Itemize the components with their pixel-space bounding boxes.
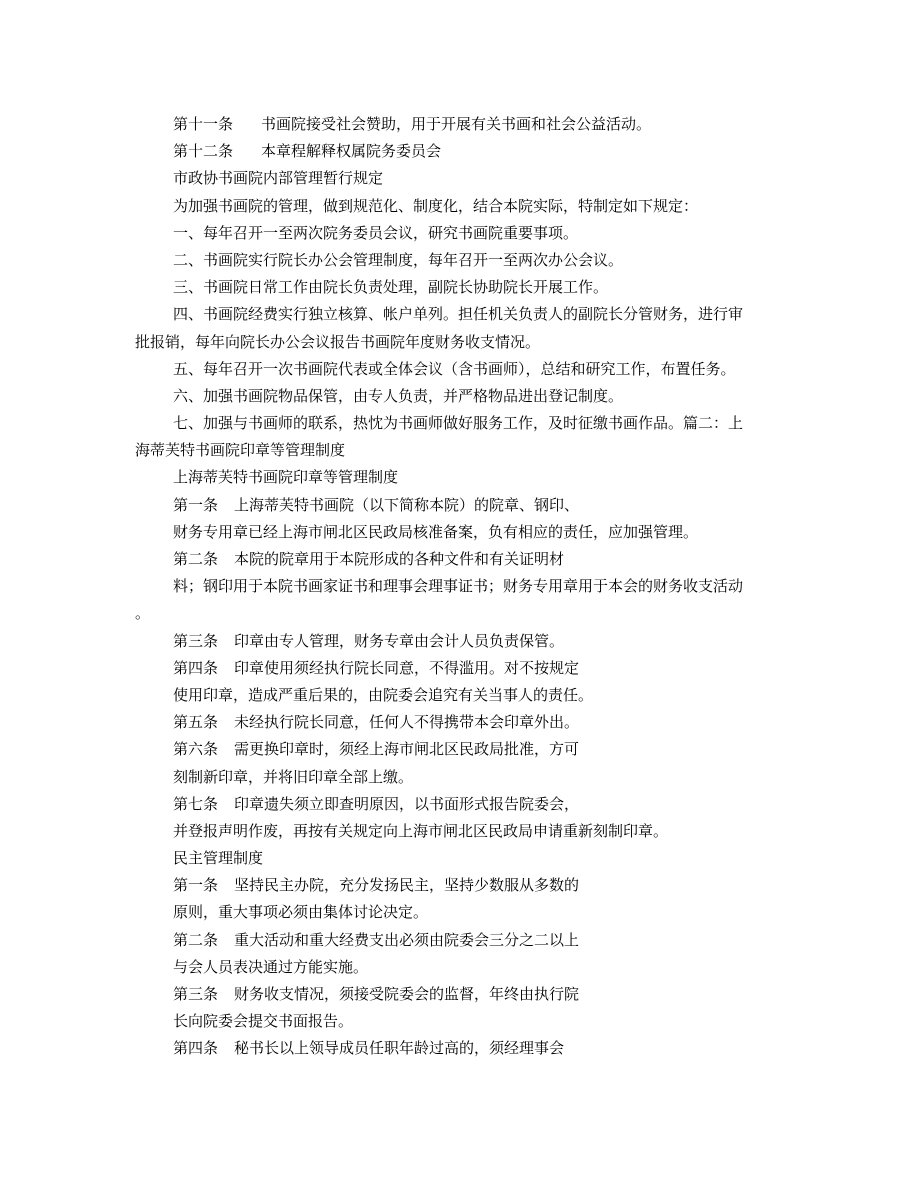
- article-number: 第三条: [173, 985, 219, 1003]
- paragraph-line: 五、每年召开一次书画院代表或全体会议（含书画师），总结和研究工作，布置任务。: [173, 359, 736, 378]
- article-number: 第六条: [173, 740, 219, 759]
- article-text: 重大活动和重大经费支出必须由院委会三分之二以上: [234, 930, 580, 949]
- article-number: 第七条: [173, 794, 219, 813]
- paragraph-line: 与会人员表决通过方能实施。: [173, 957, 369, 976]
- article-number: 第二条: [173, 550, 219, 568]
- paragraph-line: 七、加强与书画师的联系，热忱为书画师做好服务工作，及时征缴书画作品。篇二：上: [173, 414, 744, 433]
- article-text: 印章使用须经执行院长同意，不得滥用。对不按规定: [234, 658, 580, 677]
- paragraph-line: 使用印章，造成严重后果的，由院委会追究有关当事人的责任。: [173, 685, 594, 704]
- paragraph-line: 。: [135, 604, 151, 623]
- article-6: [135, 736, 785, 763]
- article-5: [135, 709, 785, 736]
- article-number: 第四条: [173, 658, 219, 677]
- paragraph-line: 三、书画院日常工作由院长负责处理，副院长协助院长开展工作。: [173, 278, 609, 297]
- paragraph-line: 并登报声明作废，再按有关规定向上海市闸北区民政局申请重新刻制印章。: [173, 821, 669, 840]
- paragraph-line: 长向院委会提交书面报告。: [173, 1012, 354, 1031]
- article-4: [135, 655, 785, 682]
- article-text: 秘书长以上领导成员任职年龄过高的，须经理事会: [234, 1039, 565, 1058]
- article-1: [135, 492, 785, 519]
- article-2: [135, 927, 785, 954]
- article-text: 印章遗失须立即查明原因，以书面形式报告院委会，: [234, 794, 580, 813]
- article-number: 第三条: [173, 631, 219, 650]
- paragraph-line: 为加强书画院的管理，做到规范化、制度化，结合本院实际，特制定如下规定：: [173, 196, 699, 215]
- paragraph-line: 财务专用章已经上海市闸北区民政局核准备案，负有相应的责任，应加强管理。: [173, 522, 699, 541]
- article-text: 上海蒂芙特书画院（以下简称本院）的院章、钢印、: [234, 495, 580, 514]
- article-number: 第十二条: [173, 142, 234, 161]
- article-number: 第一条: [173, 876, 219, 895]
- article-text: 需更换印章时，须经上海市闸北区民政局批准，方可: [234, 740, 580, 759]
- article-3: [135, 628, 785, 655]
- article-12: [135, 138, 785, 165]
- article-text: 未经执行院长同意，任何人不得携带本会印章外出。: [234, 713, 580, 732]
- section-heading: 民主管理制度: [173, 849, 264, 868]
- paragraph-line: 批报销，每年向院长办公会议报告书画院年度财务收支情况。: [135, 332, 541, 351]
- paragraph-line: 六、加强书画院物品保管，由专人负责，并严格物品进出登记制度。: [173, 386, 624, 405]
- article-11: [135, 111, 785, 138]
- paragraph-line: 原则，重大事项必须由集体讨论决定。: [173, 903, 429, 922]
- article-number: 第二条: [173, 930, 219, 949]
- paragraph-line: 海蒂芙特书画院印章等管理制度: [135, 441, 346, 460]
- document-body: [135, 111, 785, 1063]
- paragraph-line: 四、书画院经费实行独立核算、帐户单列。担任机关负责人的副院长分管财务，进行审: [173, 305, 744, 324]
- article-number: 第十一条: [173, 115, 234, 133]
- article-number: 第四条: [173, 1039, 219, 1058]
- article-text: 本院的院章用于本院形成的各种文件和有关证明材: [234, 550, 565, 568]
- article-2: [135, 546, 785, 573]
- article-text: 印章由专人管理，财务专章由会计人员负责保管。: [234, 631, 565, 650]
- article-text: 坚持民主办院，充分发扬民主，坚持少数服从多数的: [234, 876, 580, 895]
- article-3: [135, 981, 785, 1008]
- paragraph-line: 一、每年召开一至两次院务委员会议，研究书画院重要事项。: [173, 223, 579, 242]
- paragraph-line: 二、书画院实行院长办公会管理制度，每年召开一至两次办公会议。: [173, 250, 624, 269]
- paragraph-line: 料；钢印用于本院书画家证书和理事会理事证书；财务专用章用于本会的财务收支活动: [173, 577, 744, 596]
- article-1: [135, 872, 785, 899]
- article-number: 第一条: [173, 495, 219, 514]
- article-4: [135, 1035, 785, 1062]
- section-heading: 市政协书画院内部管理暂行规定: [173, 169, 384, 188]
- article-number: 第五条: [173, 713, 219, 732]
- paragraph-line: 刻制新印章，并将旧印章全部上缴。: [173, 767, 414, 786]
- article-text: 书画院接受社会赞助，用于开展有关书画和社会公益活动。: [261, 115, 652, 133]
- article-text: 本章程解释权属院务委员会: [261, 142, 442, 161]
- section-heading: 上海蒂芙特书画院印章等管理制度: [173, 468, 399, 487]
- article-text: 财务收支情况，须接受院委会的监督，年终由执行院: [234, 985, 580, 1003]
- article-7: [135, 791, 785, 818]
